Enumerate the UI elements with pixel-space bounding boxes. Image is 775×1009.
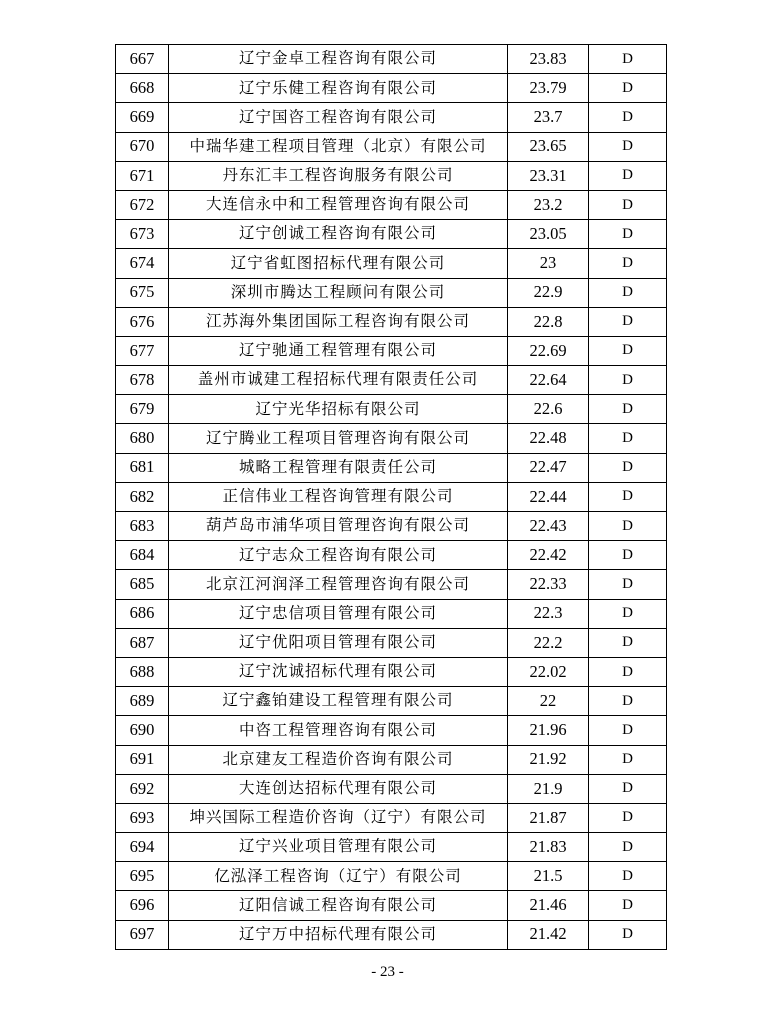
table-row — [116, 687, 667, 716]
row-number-cell: 669 — [116, 103, 169, 132]
company-name-cell: 辽宁乐健工程咨询有限公司 — [169, 74, 508, 103]
company-name-cell: 北京建友工程造价咨询有限公司 — [169, 745, 508, 774]
row-number-cell: 696 — [116, 891, 169, 920]
score-cell: 23.83 — [508, 45, 589, 74]
score-cell: 22.33 — [508, 570, 589, 599]
grade-cell: D — [589, 307, 667, 336]
grade-cell: D — [589, 833, 667, 862]
score-cell: 22.47 — [508, 453, 589, 482]
row-number-cell: 670 — [116, 132, 169, 161]
grade-cell: D — [589, 74, 667, 103]
table-row — [116, 336, 667, 365]
grade-cell: D — [589, 862, 667, 891]
company-name-cell: 盖州市诚建工程招标代理有限责任公司 — [169, 366, 508, 395]
grade-cell: D — [589, 657, 667, 686]
grade-cell: D — [589, 716, 667, 745]
row-number-cell: 689 — [116, 687, 169, 716]
table-row — [116, 307, 667, 336]
row-number-cell: 668 — [116, 74, 169, 103]
score-cell: 22.48 — [508, 424, 589, 453]
grade-cell: D — [589, 278, 667, 307]
grade-cell: D — [589, 424, 667, 453]
table-row — [116, 249, 667, 278]
table-row — [116, 803, 667, 832]
table-row — [116, 657, 667, 686]
row-number-cell: 680 — [116, 424, 169, 453]
grade-cell: D — [589, 395, 667, 424]
table-row — [116, 103, 667, 132]
row-number-cell: 683 — [116, 512, 169, 541]
score-cell: 23.05 — [508, 220, 589, 249]
grade-cell: D — [589, 45, 667, 74]
grade-cell: D — [589, 541, 667, 570]
company-name-cell: 坤兴国际工程造价咨询（辽宁）有限公司 — [169, 803, 508, 832]
score-cell: 21.9 — [508, 774, 589, 803]
row-number-cell: 685 — [116, 570, 169, 599]
grade-cell: D — [589, 774, 667, 803]
score-cell: 22.02 — [508, 657, 589, 686]
company-name-cell: 城略工程管理有限责任公司 — [169, 453, 508, 482]
grade-cell: D — [589, 920, 667, 949]
company-name-cell: 辽宁省虹图招标代理有限公司 — [169, 249, 508, 278]
table-row — [116, 891, 667, 920]
grade-cell: D — [589, 190, 667, 219]
row-number-cell: 691 — [116, 745, 169, 774]
table-row — [116, 599, 667, 628]
company-name-cell: 辽宁腾业工程项目管理咨询有限公司 — [169, 424, 508, 453]
row-number-cell: 667 — [116, 45, 169, 74]
row-number-cell: 681 — [116, 453, 169, 482]
grade-cell: D — [589, 482, 667, 511]
company-name-cell: 亿泓泽工程咨询（辽宁）有限公司 — [169, 862, 508, 891]
row-number-cell: 697 — [116, 920, 169, 949]
row-number-cell: 674 — [116, 249, 169, 278]
company-name-cell: 江苏海外集团国际工程咨询有限公司 — [169, 307, 508, 336]
row-number-cell: 693 — [116, 803, 169, 832]
table-row — [116, 716, 667, 745]
grade-cell: D — [589, 687, 667, 716]
ranking-table — [115, 44, 667, 950]
company-name-cell: 辽宁忠信项目管理有限公司 — [169, 599, 508, 628]
row-number-cell: 672 — [116, 190, 169, 219]
score-cell: 22 — [508, 687, 589, 716]
score-cell: 23.31 — [508, 161, 589, 190]
row-number-cell: 688 — [116, 657, 169, 686]
table-row — [116, 920, 667, 949]
table-row — [116, 278, 667, 307]
row-number-cell: 682 — [116, 482, 169, 511]
score-cell: 23.65 — [508, 132, 589, 161]
score-cell: 22.69 — [508, 336, 589, 365]
table-row — [116, 453, 667, 482]
table-row — [116, 774, 667, 803]
table-row — [116, 424, 667, 453]
table-row — [116, 628, 667, 657]
company-name-cell: 大连创达招标代理有限公司 — [169, 774, 508, 803]
table-row — [116, 482, 667, 511]
score-cell: 22.3 — [508, 599, 589, 628]
score-cell: 21.87 — [508, 803, 589, 832]
grade-cell: D — [589, 103, 667, 132]
score-cell: 23 — [508, 249, 589, 278]
row-number-cell: 675 — [116, 278, 169, 307]
company-name-cell: 辽宁万中招标代理有限公司 — [169, 920, 508, 949]
row-number-cell: 684 — [116, 541, 169, 570]
score-cell: 21.83 — [508, 833, 589, 862]
table-row — [116, 132, 667, 161]
table-row — [116, 220, 667, 249]
grade-cell: D — [589, 745, 667, 774]
score-cell: 21.96 — [508, 716, 589, 745]
table-row — [116, 570, 667, 599]
company-name-cell: 大连信永中和工程管理咨询有限公司 — [169, 190, 508, 219]
grade-cell: D — [589, 336, 667, 365]
company-name-cell: 辽宁志众工程咨询有限公司 — [169, 541, 508, 570]
row-number-cell: 687 — [116, 628, 169, 657]
table-row — [116, 745, 667, 774]
score-cell: 21.5 — [508, 862, 589, 891]
table-body — [116, 45, 667, 950]
table-row — [116, 366, 667, 395]
grade-cell: D — [589, 599, 667, 628]
grade-cell: D — [589, 570, 667, 599]
score-cell: 22.8 — [508, 307, 589, 336]
company-name-cell: 辽宁国咨工程咨询有限公司 — [169, 103, 508, 132]
company-name-cell: 葫芦岛市浦华项目管理咨询有限公司 — [169, 512, 508, 541]
score-cell: 23.7 — [508, 103, 589, 132]
table-row — [116, 74, 667, 103]
grade-cell: D — [589, 512, 667, 541]
score-cell: 22.43 — [508, 512, 589, 541]
row-number-cell: 690 — [116, 716, 169, 745]
grade-cell: D — [589, 249, 667, 278]
score-cell: 22.6 — [508, 395, 589, 424]
grade-cell: D — [589, 132, 667, 161]
score-cell: 23.2 — [508, 190, 589, 219]
company-name-cell: 辽宁兴业项目管理有限公司 — [169, 833, 508, 862]
table-row — [116, 45, 667, 74]
row-number-cell: 692 — [116, 774, 169, 803]
table-row — [116, 862, 667, 891]
grade-cell: D — [589, 803, 667, 832]
score-cell: 21.92 — [508, 745, 589, 774]
company-name-cell: 辽宁金卓工程咨询有限公司 — [169, 45, 508, 74]
company-name-cell: 中瑞华建工程项目管理（北京）有限公司 — [169, 132, 508, 161]
score-cell: 21.42 — [508, 920, 589, 949]
row-number-cell: 671 — [116, 161, 169, 190]
page-number: - 23 - — [371, 964, 404, 980]
grade-cell: D — [589, 366, 667, 395]
company-name-cell: 辽阳信诚工程咨询有限公司 — [169, 891, 508, 920]
grade-cell: D — [589, 453, 667, 482]
row-number-cell: 686 — [116, 599, 169, 628]
company-name-cell: 辽宁光华招标有限公司 — [169, 395, 508, 424]
row-number-cell: 677 — [116, 336, 169, 365]
company-name-cell: 深圳市腾达工程顾问有限公司 — [169, 278, 508, 307]
grade-cell: D — [589, 628, 667, 657]
company-name-cell: 辽宁驰通工程管理有限公司 — [169, 336, 508, 365]
row-number-cell: 695 — [116, 862, 169, 891]
table-row — [116, 190, 667, 219]
table-row — [116, 395, 667, 424]
score-cell: 21.46 — [508, 891, 589, 920]
table-row — [116, 541, 667, 570]
table-row — [116, 161, 667, 190]
company-name-cell: 正信伟业工程咨询管理有限公司 — [169, 482, 508, 511]
grade-cell: D — [589, 891, 667, 920]
company-name-cell: 辽宁优阳项目管理有限公司 — [169, 628, 508, 657]
company-name-cell: 中咨工程管理咨询有限公司 — [169, 716, 508, 745]
table-row — [116, 833, 667, 862]
score-cell: 22.44 — [508, 482, 589, 511]
row-number-cell: 678 — [116, 366, 169, 395]
grade-cell: D — [589, 161, 667, 190]
score-cell: 23.79 — [508, 74, 589, 103]
company-name-cell: 丹东汇丰工程咨询服务有限公司 — [169, 161, 508, 190]
company-name-cell: 北京江河润泽工程管理咨询有限公司 — [169, 570, 508, 599]
row-number-cell: 673 — [116, 220, 169, 249]
company-name-cell: 辽宁沈诚招标代理有限公司 — [169, 657, 508, 686]
score-cell: 22.9 — [508, 278, 589, 307]
table-row — [116, 512, 667, 541]
score-cell: 22.2 — [508, 628, 589, 657]
company-name-cell: 辽宁鑫铂建设工程管理有限公司 — [169, 687, 508, 716]
row-number-cell: 676 — [116, 307, 169, 336]
company-name-cell: 辽宁创诚工程咨询有限公司 — [169, 220, 508, 249]
grade-cell: D — [589, 220, 667, 249]
row-number-cell: 694 — [116, 833, 169, 862]
score-cell: 22.64 — [508, 366, 589, 395]
row-number-cell: 679 — [116, 395, 169, 424]
score-cell: 22.42 — [508, 541, 589, 570]
